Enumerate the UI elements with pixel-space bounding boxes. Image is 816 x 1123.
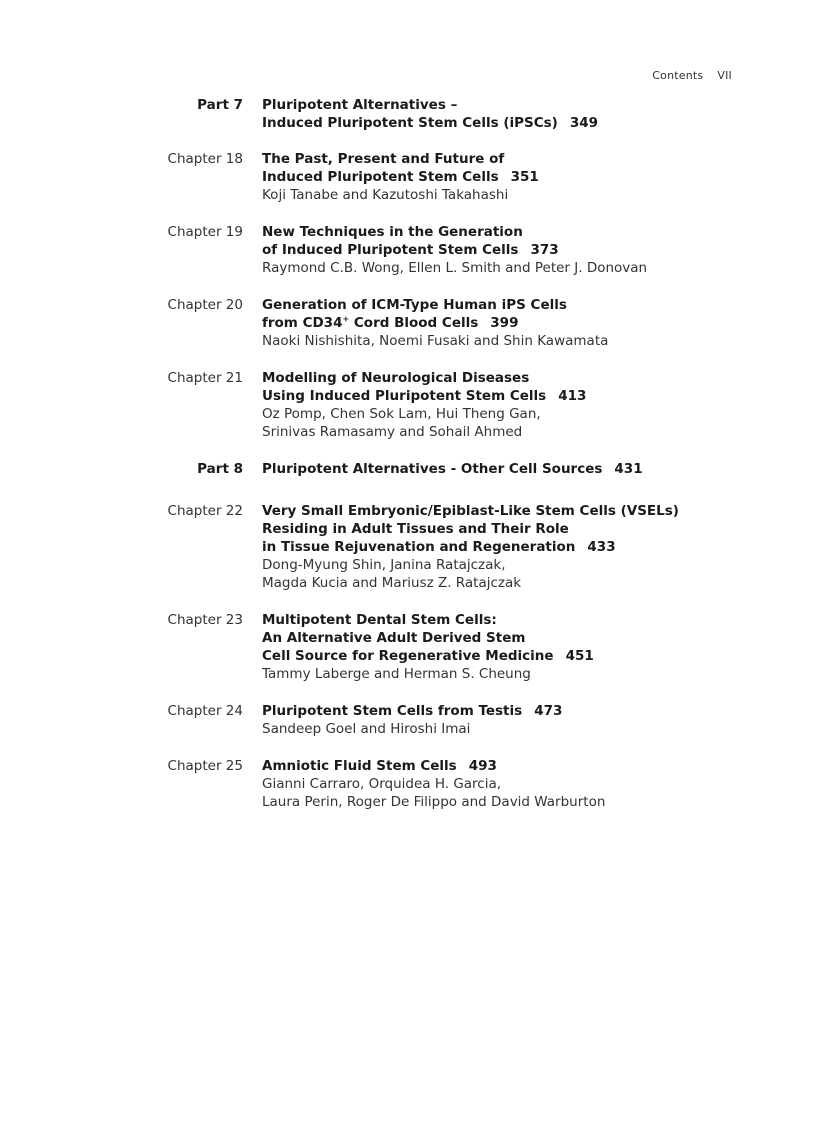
title-line: Cell Source for Regenerative Medicine bbox=[262, 648, 554, 664]
entry-title bbox=[262, 757, 816, 775]
entry-title bbox=[262, 702, 816, 720]
title-line: Pluripotent Alternatives – bbox=[262, 97, 458, 113]
title-line: Modelling of Neurological Diseases bbox=[262, 370, 530, 386]
header-section: Contents bbox=[652, 69, 704, 82]
title-line: Pluripotent Alternatives - Other Cell Sources bbox=[262, 461, 603, 477]
author-line: Dong-Myung Shin, Janina Ratajczak, bbox=[262, 557, 506, 573]
page-number: 473 bbox=[534, 703, 563, 719]
entry-authors bbox=[262, 720, 816, 738]
entry-label: Chapter 18 bbox=[167, 151, 243, 167]
toc-entry-chapter-21 bbox=[0, 369, 816, 441]
entry-label: Chapter 19 bbox=[167, 224, 243, 240]
author-line: Koji Tanabe and Kazutoshi Takahashi bbox=[262, 187, 509, 203]
page-number: 433 bbox=[587, 539, 616, 555]
entry-title bbox=[262, 296, 816, 332]
page-number: 431 bbox=[614, 461, 643, 477]
entry-label: Chapter 20 bbox=[167, 297, 243, 313]
toc-entry-chapter-19 bbox=[0, 223, 816, 277]
title-line: New Techniques in the Generation bbox=[262, 224, 523, 240]
entry-authors bbox=[262, 186, 816, 204]
author-line: Oz Pomp, Chen Sok Lam, Hui Theng Gan, bbox=[262, 406, 541, 422]
page-number: 351 bbox=[510, 169, 539, 185]
toc-entry-part-7 bbox=[0, 96, 816, 132]
entry-authors bbox=[262, 405, 816, 441]
author-line: Tammy Laberge and Herman S. Cheung bbox=[262, 666, 531, 682]
title-line: Induced Pluripotent Stem Cells bbox=[262, 169, 499, 185]
entry-authors bbox=[262, 259, 816, 277]
author-line: Raymond C.B. Wong, Ellen L. Smith and Peter J. Donovan bbox=[262, 260, 648, 276]
title-line: from CD34 bbox=[262, 315, 343, 331]
author-line: Gianni Carraro, Orquidea H. Garcia, bbox=[262, 776, 502, 792]
title-line: Induced Pluripotent Stem Cells (iPSCs) bbox=[262, 115, 558, 131]
toc-entry-chapter-25 bbox=[0, 757, 816, 811]
page-number: 399 bbox=[490, 315, 519, 331]
entry-authors bbox=[262, 665, 816, 683]
entry-title bbox=[262, 96, 816, 132]
title-line: Amniotic Fluid Stem Cells bbox=[262, 758, 457, 774]
page-number: 349 bbox=[569, 115, 599, 131]
title-line: Using Induced Pluripotent Stem Cells bbox=[262, 388, 547, 404]
entry-label: Part 8 bbox=[197, 461, 243, 477]
running-header bbox=[652, 69, 732, 82]
author-line: Laura Perin, Roger De Filippo and David Warburton bbox=[262, 794, 606, 810]
author-line: Sandeep Goel and Hiroshi Imai bbox=[262, 721, 471, 737]
title-line: Residing in Adult Tissues and Their Role bbox=[262, 521, 569, 537]
entry-title bbox=[262, 502, 816, 556]
entry-title bbox=[262, 223, 816, 259]
entry-label: Chapter 21 bbox=[167, 370, 243, 386]
author-line: Naoki Nishishita, Noemi Fusaki and Shin Kawamata bbox=[262, 333, 609, 349]
entry-label: Chapter 23 bbox=[167, 612, 243, 628]
page-number: 493 bbox=[468, 758, 497, 774]
page-number: 413 bbox=[558, 388, 587, 404]
entry-authors bbox=[262, 775, 816, 811]
table-of-contents bbox=[0, 96, 816, 811]
toc-entry-chapter-23 bbox=[0, 611, 816, 683]
title-line: in Tissue Rejuvenation and Regeneration bbox=[262, 539, 576, 555]
title-line: Pluripotent Stem Cells from Testis bbox=[262, 703, 523, 719]
entry-label: Chapter 25 bbox=[167, 758, 243, 774]
superscript-plus: + bbox=[342, 314, 350, 324]
toc-entry-chapter-18 bbox=[0, 150, 816, 204]
title-line: Generation of ICM-Type Human iPS Cells bbox=[262, 297, 567, 313]
page-number: 451 bbox=[565, 648, 594, 664]
title-line: The Past, Present and Future of bbox=[262, 151, 505, 167]
header-page-number: VII bbox=[717, 69, 732, 82]
toc-entry-chapter-24 bbox=[0, 702, 816, 738]
author-line: Srinivas Ramasamy and Sohail Ahmed bbox=[262, 424, 523, 440]
entry-label: Chapter 22 bbox=[167, 503, 243, 519]
entry-title bbox=[262, 460, 816, 478]
entry-title bbox=[262, 369, 816, 405]
title-line: of Induced Pluripotent Stem Cells bbox=[262, 242, 519, 258]
author-line: Magda Kucia and Mariusz Z. Ratajczak bbox=[262, 575, 522, 591]
entry-label: Chapter 24 bbox=[167, 703, 243, 719]
entry-title bbox=[262, 150, 816, 186]
entry-title bbox=[262, 611, 816, 665]
page-number: 373 bbox=[530, 242, 559, 258]
entry-authors bbox=[262, 556, 816, 592]
toc-entry-chapter-22 bbox=[0, 502, 816, 592]
toc-entry-part-8 bbox=[0, 460, 816, 478]
toc-entry-chapter-20 bbox=[0, 296, 816, 350]
title-line: Multipotent Dental Stem Cells: bbox=[262, 612, 497, 628]
title-line: An Alternative Adult Derived Stem bbox=[262, 630, 526, 646]
title-line: Very Small Embryonic/Epiblast-Like Stem Cells (VSELs) bbox=[262, 503, 679, 519]
entry-label: Part 7 bbox=[197, 97, 243, 113]
title-line: Cord Blood Cells bbox=[349, 315, 479, 331]
entry-authors bbox=[262, 332, 816, 350]
